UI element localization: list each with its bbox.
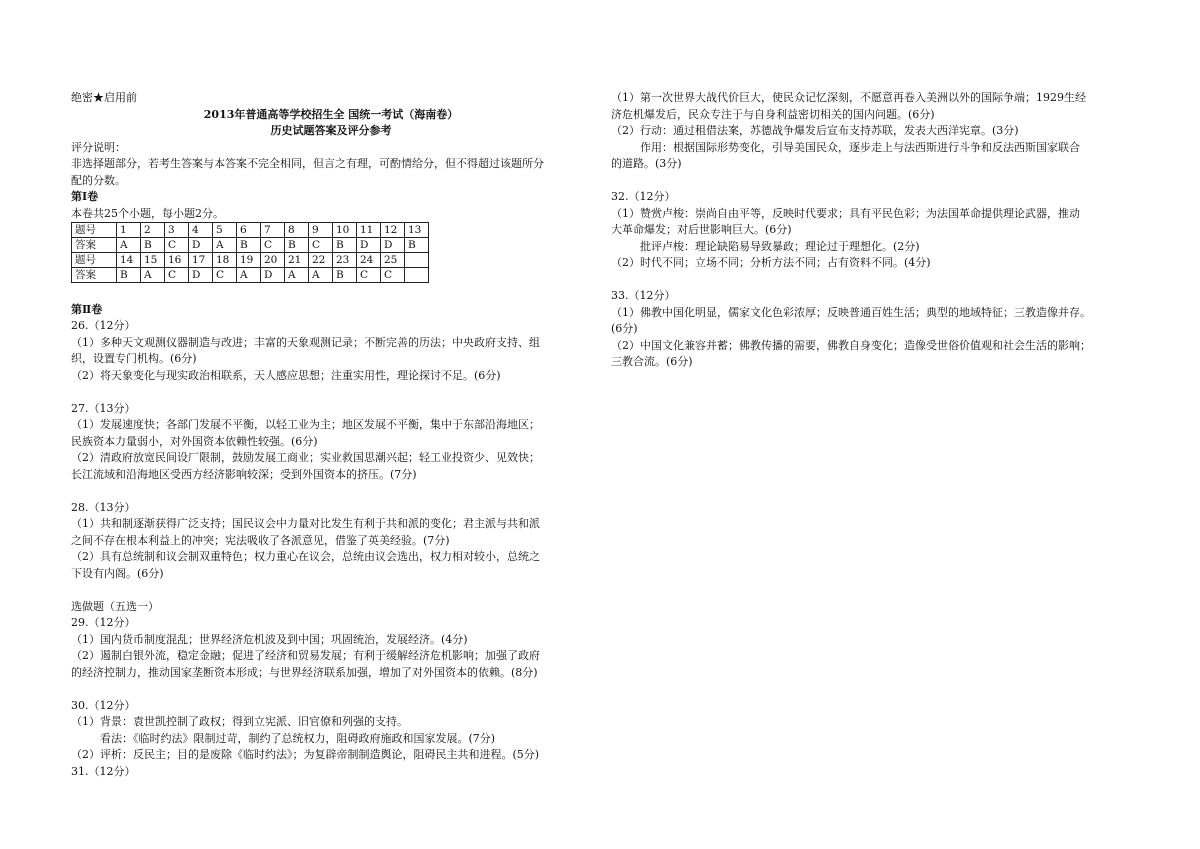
table-cell: A	[285, 268, 309, 283]
table-cell: A	[117, 238, 141, 253]
table-cell: 22	[309, 253, 333, 268]
q28-head: 28.（13分）	[71, 500, 136, 514]
right-column	[611, 90, 1129, 371]
table-cell	[405, 268, 429, 283]
q32-line: 大革命爆发；对后世影响巨大。(6分)	[611, 223, 792, 236]
table-cell: 25	[381, 253, 405, 268]
table-cell: C	[261, 238, 285, 253]
q32-line: （2）时代不同；立场不同；分析方法不同；占有资料不同。(4分)	[611, 256, 931, 269]
q30-line: （2）评析：反民主；目的是废除《临时约法》；为复辟帝制制造舆论，阻碍民主共和进程。(5分)	[71, 748, 540, 761]
q31-line: （2）行动：通过租借法案，苏德战争爆发后宣布支持苏联，发表大西洋宪章。(3分)	[611, 124, 1019, 137]
table-cell: 12	[381, 223, 405, 238]
q33-line: （1）佛教中国化明显，儒家文化色彩浓厚；反映普通百姓生活；典型的地域特征；三教造像并存。	[611, 305, 1091, 319]
part1-title: 第Ⅰ卷	[71, 190, 99, 203]
table-cell: B	[285, 238, 309, 253]
q31-line: 济危机爆发后，民众专注于与自身利益密切相关的国内问题。(6分)	[611, 107, 935, 121]
table-row-header: 题号	[72, 223, 117, 238]
q32-line: （1）赞赏卢梭：崇尚自由平等，反映时代要求；具有平民色彩；为法国革命提供理论武器，推动	[611, 206, 1080, 220]
table-cell: 17	[189, 253, 213, 268]
table-cell: 3	[165, 223, 189, 238]
table-row	[72, 253, 429, 268]
q32-head: 32.（12分）	[611, 190, 676, 203]
answer-table	[71, 222, 429, 283]
q28-line: （2）具有总统制和议会制双重特色；权力重心在议会，总统由议会选出，权力相对较小，总统之	[71, 550, 540, 563]
table-cell: 13	[405, 223, 429, 238]
q26-line: 织，设置专门机构。(6分)	[71, 352, 197, 365]
table-cell: A	[141, 268, 165, 283]
q31-head: 31.（12分）	[71, 764, 136, 778]
table-cell: 14	[117, 253, 141, 268]
table-cell: 10	[333, 223, 357, 238]
table-cell: B	[117, 268, 141, 283]
table-cell: 7	[261, 223, 285, 238]
secret-label: 绝密★启用前	[71, 91, 137, 104]
notes-text-cont: 配的分数。	[71, 173, 126, 187]
table-row	[72, 223, 429, 238]
q29-line: （1）国内货币制度混乱；世界经济危机波及到中国；巩固统治，发展经济。(4分)	[71, 632, 468, 646]
table-cell: 9	[309, 223, 333, 238]
table-cell: 15	[141, 253, 165, 268]
elective-label: 选做题（五选一）	[71, 599, 159, 613]
table-cell: A	[213, 238, 237, 253]
table-cell: 23	[333, 253, 357, 268]
q27-line: （1）发展速度快；各部门发展不平衡，以轻工业为主；地区发展不平衡，集中于东部沿海地区；	[71, 418, 540, 431]
q31-line: （1）第一次世界大战代价巨大，使民众记忆深刻，不愿意再卷入美洲以外的国际争端；1929生经	[611, 91, 1086, 104]
q33-line: 三教合流。(6分)	[611, 355, 693, 368]
table-cell: D	[261, 268, 285, 283]
table-cell: 8	[285, 223, 309, 238]
q32-line: 批评卢梭：理论缺陷易导致暴政；理论过于理想化。(2分)	[640, 239, 920, 253]
part2-title: 第Ⅱ卷	[71, 302, 103, 316]
q28-line: 下设有内阁。(6分)	[71, 566, 164, 580]
table-cell: 2	[141, 223, 165, 238]
q31-line: 作用：根据国际形势变化，引导美国民众，逐步走上与法西斯进行斗争和反法西斯国家联合	[640, 140, 1080, 154]
table-cell: C	[381, 268, 405, 283]
table-cell: C	[309, 238, 333, 253]
q27-line: （2）清政府放宽民间设厂限制，鼓励发展工商业；实业救国思潮兴起；轻工业投资少、见效快；	[71, 451, 540, 464]
q29-line: 的经济控制力，推动国家垄断资本形成；与世界经济联系加强，增加了对外国资本的依赖。(8分)	[71, 665, 538, 679]
table-cell: B	[333, 238, 357, 253]
table-row-header: 答案	[72, 268, 117, 283]
q33-head: 33.（12分）	[611, 289, 676, 302]
table-cell: 19	[237, 253, 261, 268]
table-cell: 6	[237, 223, 261, 238]
q26-line: （2）将天象变化与现实政治相联系，天人感应思想；注重实用性，理论探讨不足。(6分)	[71, 368, 501, 382]
q26-head: 26.（12分）	[71, 319, 136, 332]
table-row-header: 答案	[72, 238, 117, 253]
table-row	[72, 268, 429, 283]
table-row-header: 题号	[72, 253, 117, 268]
table-cell: 21	[285, 253, 309, 268]
q29-line: （2）遏制白银外流，稳定金融；促进了经济和贸易发展；有利于缓解经济危机影响；加强了政府	[71, 649, 540, 662]
table-cell: 1	[117, 223, 141, 238]
table-cell: C	[165, 268, 189, 283]
table-cell: 5	[213, 223, 237, 238]
q27-line: 长江流域和沿海地区受西方经济影响较深；受到外国资本的挤压。(7分)	[71, 467, 417, 481]
table-cell: 24	[357, 253, 381, 268]
table-cell: C	[213, 268, 237, 283]
q30-head: 30.（12分）	[71, 698, 136, 712]
q30-line: 看法：《临时约法》限制过苛，制约了总统权力，阻碍政府施政和国家发展。(7分)	[100, 731, 496, 745]
q31-line: 的道路。(3分)	[611, 157, 682, 170]
exam-title: 2013年普通高等学校招生全 国统一考试（海南卷）	[203, 107, 459, 121]
q33-line: (6分)	[611, 322, 638, 335]
table-cell: 16	[165, 253, 189, 268]
q28-line: 之间不存在根本利益上的冲突；宪法吸收了各派意见，借鉴了英美经验。(7分)	[71, 533, 450, 547]
table-cell: C	[165, 238, 189, 253]
table-cell: B	[237, 238, 261, 253]
table-cell: B	[141, 238, 165, 253]
table-cell: 18	[213, 253, 237, 268]
table-cell: B	[333, 268, 357, 283]
table-cell	[405, 253, 429, 268]
table-cell: 4	[189, 223, 213, 238]
q28-line: （1）共和制逐渐获得广泛支持；国民议会中力量对比发生有利于共和派的变化；君主派与共和派	[71, 517, 540, 530]
table-cell: 20	[261, 253, 285, 268]
part1-intro: 本卷共25个小题，每小题2分。	[71, 206, 224, 220]
table-cell: D	[357, 238, 381, 253]
left-column	[71, 90, 591, 780]
table-cell: B	[405, 238, 429, 253]
notes-text: 非选择题部分，若考生答案与本答案不完全相同，但言之有理，可酌情给分，但不得超过该题所分	[71, 157, 544, 170]
q30-line: （1）背景：袁世凯控制了政权；得到立宪派、旧官僚和列强的支持。	[71, 715, 408, 728]
table-cell: D	[189, 238, 213, 253]
exam-subtitle: 历史试题答案及评分参考	[270, 124, 392, 137]
q27-line: 民族资本力量弱小，对外国资本依赖性较强。(6分)	[71, 434, 318, 448]
table-row	[72, 238, 429, 253]
table-cell: 11	[357, 223, 381, 238]
table-cell: D	[381, 238, 405, 253]
q29-head: 29.（12分）	[71, 616, 136, 629]
q33-line: （2）中国文化兼容并蓄；佛教传播的需要，佛教自身变化；造像受世俗价值观和社会生活的影响；	[611, 338, 1091, 352]
q27-head: 27.（13分）	[71, 401, 136, 415]
table-cell: A	[309, 268, 333, 283]
notes-label: 评分说明：	[71, 140, 126, 154]
table-cell: C	[357, 268, 381, 283]
table-cell: D	[189, 268, 213, 283]
q26-line: （1）多种天文观测仪器制造与改进；丰富的天象观测记录；不断完善的历法；中央政府支持、组	[71, 335, 540, 349]
table-cell: A	[237, 268, 261, 283]
